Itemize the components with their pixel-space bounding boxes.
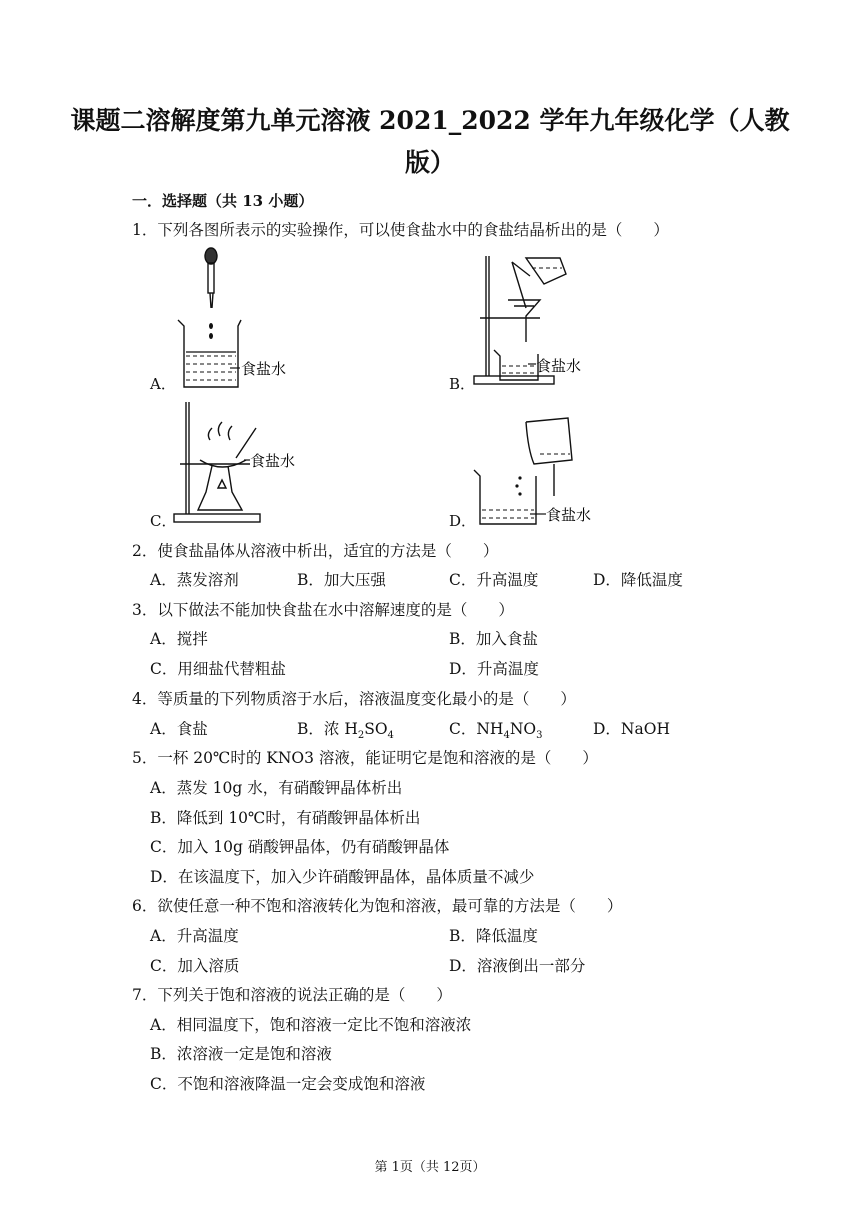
page-footer: 第 1页（共 12页） (374, 1160, 486, 1175)
question-1-stem: 1．下列各图所表示的实验操作，可以使食盐水中的食盐结晶析出的是（ ） (132, 221, 669, 239)
q4-option-c: C．$NH_4NO_3$ (449, 720, 543, 742)
page-title (60, 100, 800, 184)
q6-option-c: C．加入溶质 (150, 957, 240, 975)
fig-c-label: 食盐水 (250, 453, 296, 470)
q5-option-c: C．加入 10g 硝酸钾晶体，仍有硝酸钾晶体 (150, 838, 450, 856)
title-line-1: 课题二溶解度第九单元溶液 2021_2022 学年九年级化学（人教 (70, 106, 790, 135)
question-6-stem: 6．欲使任意一种不饱和溶液转化为饱和溶液，最可靠的方法是（ ） (132, 897, 623, 915)
q2-option-a: A．蒸发溶剂 (150, 571, 239, 589)
q3-option-a: A．搅拌 (150, 630, 208, 648)
q5-option-a: A．蒸发 10g 水，有硝酸钾晶体析出 (150, 779, 403, 797)
q6-option-d: D．溶液倒出一部分 (449, 957, 586, 975)
q4-option-a: A．食盐 (150, 720, 208, 738)
q4-option-d: D．NaOH (593, 720, 670, 738)
q2-option-d: D．降低温度 (593, 571, 683, 589)
fig-d-label: 食盐水 (546, 507, 592, 524)
q5-option-b: B．降低到 10℃时，有硝酸钾晶体析出 (150, 809, 421, 827)
question-2-stem: 2．使食盐晶体从溶液中析出，适宜的方法是（ ） (132, 542, 499, 560)
question-4-stem: 4．等质量的下列物质溶于水后，溶液温度变化最小的是（ ） (132, 690, 576, 708)
fig-b-label: 食盐水 (536, 358, 582, 375)
title-line-2: 版） (404, 148, 455, 177)
q3-option-c: C．用细盐代替粗盐 (150, 660, 286, 678)
q2-option-b: B．加大压强 (297, 571, 386, 589)
q3-option-d: D．升高温度 (449, 660, 539, 678)
q7-option-b: B．浓溶液一定是饱和溶液 (150, 1045, 332, 1063)
fig-a-label: 食盐水 (241, 361, 287, 378)
figure-c-evaporation (170, 400, 310, 526)
q1-label-a: A． (150, 375, 176, 393)
q1-label-b: B． (449, 375, 476, 393)
question-7-stem: 7．下列关于饱和溶液的说法正确的是（ ） (132, 986, 452, 1004)
question-3-stem: 3．以下做法不能加快食盐在水中溶解速度的是（ ） (132, 601, 514, 619)
question-5-stem: 5．一杯 20℃时的 KNO3 溶液，能证明它是饱和溶液的是（ ） (132, 749, 598, 767)
q6-option-b: B．降低温度 (449, 927, 538, 945)
q7-option-c: C．不饱和溶液降温一定会变成饱和溶液 (150, 1075, 426, 1093)
q7-option-a: A．相同温度下，饱和溶液一定比不饱和溶液浓 (150, 1016, 472, 1034)
q3-option-b: B．加入食盐 (449, 630, 538, 648)
q2-option-c: C．升高温度 (449, 571, 539, 589)
q4-option-b: B．浓 $H_2SO_4$ (297, 720, 394, 742)
q6-option-a: A．升高温度 (150, 927, 239, 945)
figure-b-filtration (470, 246, 600, 392)
q1-label-c: C． (150, 512, 177, 530)
q5-option-d: D．在该温度下，加入少许硝酸钾晶体，晶体质量不减少 (150, 868, 535, 886)
figure-a-dropper-beaker (170, 246, 300, 392)
figure-d-pouring (470, 410, 610, 530)
section-heading: 一．选择题（共 13 小题） (132, 192, 314, 210)
q1-label-d: D． (449, 512, 477, 530)
